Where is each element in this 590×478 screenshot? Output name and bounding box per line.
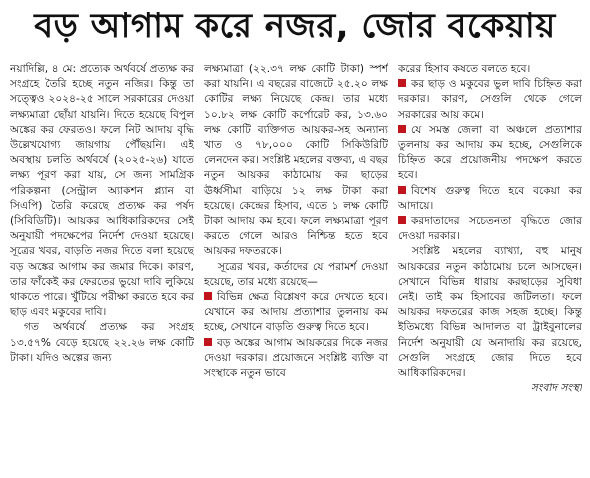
bullet-square-icon (398, 216, 406, 224)
bullet-item (398, 214, 582, 244)
column-2 (204, 62, 388, 474)
article-columns (10, 62, 582, 474)
bullet-square-icon (204, 338, 212, 346)
bullet-item (204, 290, 388, 336)
bullet-text: কর ছাড় ও মকুবের ভুল দাবি চিহ্নিত করা দরকার। কারণ, সেগুলি থেকে গেলে সরকারের আয় কমে। (398, 78, 582, 121)
bullet-item (398, 184, 582, 214)
column-3 (398, 62, 582, 474)
bullet-square-icon (398, 125, 406, 133)
bullet-square-icon (398, 186, 406, 194)
bullet-text: করদাতাদের সচেতনতা বৃদ্ধিতে জোর দেওয়া দরকার। (398, 215, 582, 243)
column-1 (10, 62, 194, 474)
paragraph: করের হিসাব কষতে বলতে হবে। (398, 63, 531, 75)
bullet-item (204, 336, 388, 382)
bullet-text: বিভিন্ন ক্ষেত্র বিশ্লেষণ করে দেখতে হবে। যেখানে কর আদায় প্রত্যাশার তুলনায় কম হচ্ছে, সেখানে বাড়তি গুরুত্ব দিতে হবে। (204, 291, 388, 334)
bullet-text: বড় অঙ্কের আগাম আয়করের দিকে নজর দেওয়া দরকার। প্রয়োজনে সংশ্লিষ্ট ব্যক্তি বা সংস্থাকে নতুন ভাবে (204, 336, 388, 380)
bullet-item (398, 77, 582, 123)
paragraph: গত অর্থবর্ষে প্রত্যক্ষ কর সংগ্রহ ১৩.৫৭% বেড়ে হয়েছে ২২.২৬ লক্ষ কোটি টাকা। যদিও অল্পের জন্য (10, 321, 194, 364)
bullet-square-icon (398, 79, 406, 87)
byline: সংবাদ সংস্থা (530, 382, 582, 395)
paragraph: লক্ষ্যমাত্রা (২২.৩৭ লক্ষ কোটি টাকা) স্পর্শ করা যায়নি। এ বছরের বাজেটে ২৫.২০ লক্ষ কোটির লক্ষ্য নিয়েছে কেন্দ্র। তার মধ্যে ১০.৮২ লক্ষ কোটি কর্পোরেট কর, ১৩.৬০ লক্ষ কোটি ব্যক্তিগত আয়কর-সহ অন্যান্য খাত ও ৭৮,০০০ কোটি সিকিউরিটি লেনদেন কর। সংশ্লিষ্ট মহলের বক্তব্য, এ বছর নতুন আয়কর কাঠামোয় কর ছাড়ের ঊর্ধ্বসীমা বাড়িয়ে ১২ লক্ষ টাকা করা হয়েছে। কেন্দ্রের হিসাব, এতে ১ লক্ষ কোটি টাকা আদায় কম হবে। ফলে লক্ষ্যমাত্রা পূরণ করতে গেলে আরও নিশ্চিন্ত হতে হবে আয়কর দফতরকে। (204, 63, 388, 258)
headline: বড় আগাম করে নজর, জোর বকেয়ায় (34, 5, 556, 46)
bullet-text: বিশেষ গুরুত্ব দিতে হবে বকেয়া কর আদায়ে। (398, 184, 582, 212)
paragraph: নয়াদিল্লি, ৪ মে: প্রত্যেক অর্থবর্ষে প্রত্যক্ষ কর সংগ্রহে তৈরি হচ্ছে নতুন নজির। কিন্তু তা সত্ত্বেও ২০২৪-২৫ সালে সরকারের দেওয়া লক্ষ্যমাত্রা ছোঁয়া যায়নি। দিতে হয়েছে বিপুল অঙ্কের কর ফেরতও। ফলে নিট আদায় বৃদ্ধি উল্লেখযোগ্য জায়গায় পৌঁছয়নি। এই অবস্থায় চলতি অর্থবর্ষে (২০২৫-২৬) যাতে লক্ষ্য পূরণ করা যায়, সে জন্য সামগ্রিক পরিকল্পনা (সেন্ট্রাল অ্যাকশন প্ল্যান বা সিএপি) তৈরি করেছে প্রত্যক্ষ কর পর্ষদ (সিবিডিটি)। আয়কর আধিকারিকদের সেই অনুযায়ী পদক্ষেপের নির্দেশ দেওয়া হয়েছে। সূত্রের খবর, বাড়তি নজর দিতে বলা হয়েছে বড় অঙ্কের আগাম কর জমার দিকে। কারণ, তার ফাঁকেই কর ফেরতের ভুয়ো দাবি লুকিয়ে থাকতে পারে। খুঁটিয়ে পরীক্ষা করতে হবে কর ছাড় এবং মকুবের দাবি। (10, 63, 194, 319)
bullet-square-icon (204, 292, 212, 300)
bullet-item (398, 123, 582, 184)
paragraph: সংশ্লিষ্ট মহলের ব্যাখ্যা, বহু মানুষ আয়করের নতুন কাঠামোয় চলে আসছেন। সেখানে বিভিন্ন ধারায় করছাড়ের সুবিধা নেই। তাই কম হিসাবের জটিলতা। ফলে আয়কর দফতরের কাজ সহজ হচ্ছে। কিন্তু ইতিমধ্যে বিভিন্ন আদালত বা ট্রাইবুনালের নির্দেশ অনুযায়ী যে অনাদায়ি কর রয়েছে, সেগুলি সংগ্রহে জোর দিতে হবে আধিকারিকদের। (398, 245, 582, 380)
paragraph: সূত্রের খবর, কর্তাদের যে পরামর্শ দেওয়া হয়েছে, তার মধ্যে রয়েছে— (204, 260, 388, 288)
bullet-text: যে সমস্ত জেলা বা অঞ্চলে প্রত্যাশার তুলনায় কর আদায় কম হচ্ছে, সেগুলিকে চিহ্নিত করে প্রয়োজনীয় পদক্ষেপ করতে হবে। (398, 123, 582, 182)
